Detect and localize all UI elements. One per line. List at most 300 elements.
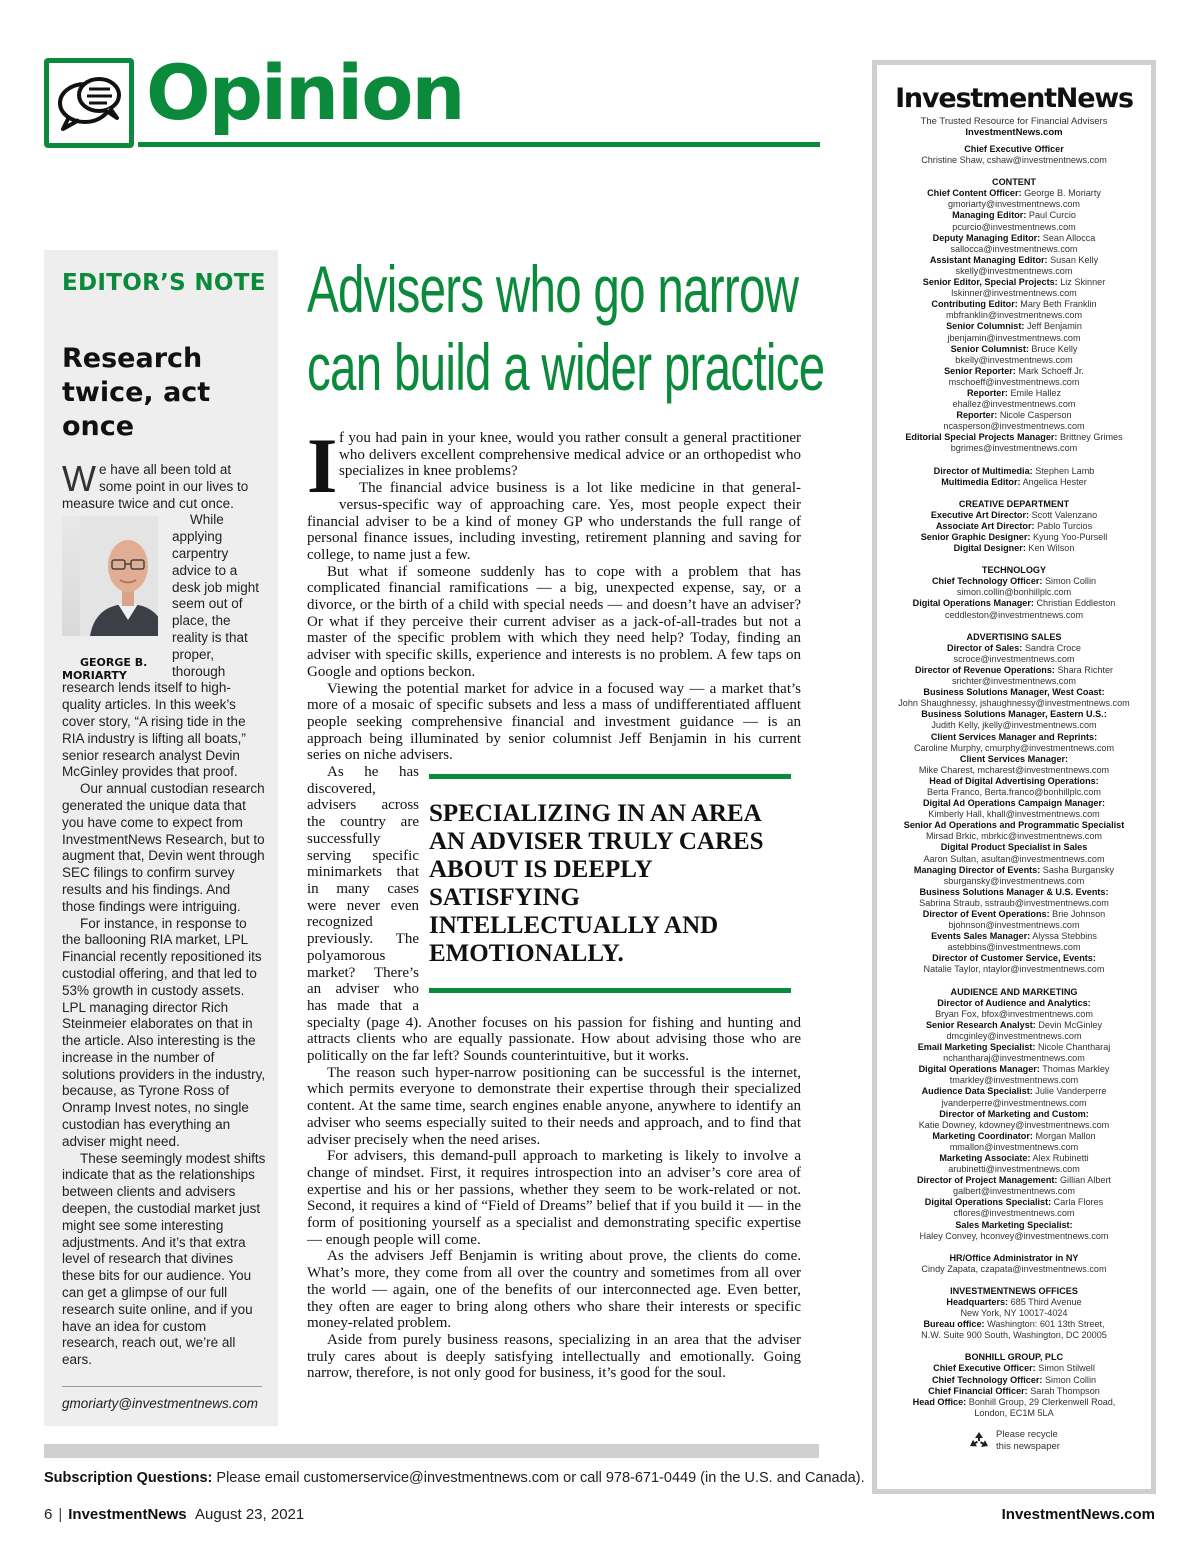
masthead-line xyxy=(877,244,1151,255)
masthead-role: Senior Graphic Designer: xyxy=(920,532,1031,542)
article-paragraph: The reason such hyper-narrow positioning can be successful is the internet, which permits everyone to demonstrate their expertise through their specialized content. At the same time, search engines enable anyone, anywhere to identify an adviser who seems especially suited to their needs and approach, and to find that adviser precisely when the need arises. xyxy=(307,1064,801,1148)
masthead-line xyxy=(877,909,1151,920)
masthead-line xyxy=(877,598,1151,609)
recycle-line: this newspaper xyxy=(996,1440,1060,1452)
masthead-role: Senior Ad Operations and Programmatic Specialist xyxy=(903,820,1125,831)
masthead-role: Director of Revenue Operations: xyxy=(914,664,1055,675)
masthead-line xyxy=(877,1363,1151,1374)
masthead-line xyxy=(877,931,1151,942)
masthead-line xyxy=(877,1053,1151,1064)
masthead-line xyxy=(877,654,1151,665)
masthead-name: Stephen Lamb xyxy=(1035,465,1095,476)
masthead-line xyxy=(877,887,1151,898)
masthead-section xyxy=(877,177,1151,454)
masthead-line xyxy=(877,787,1151,798)
subscription-notice xyxy=(44,1470,865,1486)
masthead-role: Senior Research Analyst: xyxy=(925,1019,1036,1030)
masthead-section-heading: HR/Office Administrator in NY xyxy=(949,1252,1079,1263)
masthead-line xyxy=(877,1131,1151,1142)
masthead-line xyxy=(877,333,1151,344)
masthead-staff-list xyxy=(877,144,1151,1419)
masthead-name: pcurcio@investmentnews.com xyxy=(952,221,1076,232)
masthead-name: Bruce Kelly xyxy=(1031,343,1078,354)
masthead-name: New York, NY 10017-4024 xyxy=(960,1308,1068,1319)
masthead-name: Sandra Croce xyxy=(1024,642,1081,653)
masthead-line xyxy=(877,754,1151,765)
masthead-logo: InvestmentNews xyxy=(895,83,1133,114)
masthead-name: bgrimes@investmentnews.com xyxy=(950,443,1078,454)
recycle-notice xyxy=(877,1429,1151,1453)
masthead-line xyxy=(877,720,1151,731)
masthead-name: Sabrina Straub, sstraub@investmentnews.com xyxy=(919,897,1109,908)
masthead-role: Editorial Special Projects Manager: xyxy=(905,432,1058,443)
header-rule xyxy=(138,142,820,147)
masthead-section-heading: CONTENT xyxy=(992,177,1036,188)
masthead-line xyxy=(877,709,1151,720)
masthead-role: Email Marketing Specialist: xyxy=(917,1042,1036,1053)
masthead-line xyxy=(877,665,1151,676)
masthead-name: N.W. Suite 900 South, Washington, DC 20005 xyxy=(921,1330,1107,1341)
author-photo-block xyxy=(62,516,166,683)
masthead-name: galbert@investmentnews.com xyxy=(953,1186,1075,1197)
masthead-line xyxy=(877,532,1151,543)
editors-note-paragraph: We have all been told at some point in our lives to measure twice and cut once. xyxy=(62,458,249,511)
masthead-section-heading: AUDIENCE AND MARKETING xyxy=(950,986,1078,997)
headline-line: can build a wider practice xyxy=(307,330,825,404)
masthead-line xyxy=(877,698,1151,709)
masthead-role: Reporter: xyxy=(966,387,1008,398)
masthead-role: Digital Product Specialist in Sales xyxy=(940,842,1088,853)
masthead-line xyxy=(877,1264,1151,1275)
masthead-line xyxy=(877,1231,1151,1242)
masthead-line xyxy=(877,188,1151,199)
masthead-line xyxy=(877,1375,1151,1386)
masthead-line xyxy=(877,1075,1151,1086)
masthead-line xyxy=(877,953,1151,964)
masthead-line xyxy=(877,576,1151,587)
masthead-line xyxy=(877,1098,1151,1109)
article-headline xyxy=(307,250,825,406)
masthead-section xyxy=(877,499,1151,554)
masthead-name: tmarkley@investmentnews.com xyxy=(949,1075,1079,1086)
editors-note-body xyxy=(62,458,266,1369)
masthead-line xyxy=(877,344,1151,355)
masthead-role: Chief Executive Officer xyxy=(964,144,1064,154)
masthead-name: ceddleston@investmentnews.com xyxy=(944,609,1084,620)
masthead-line xyxy=(877,266,1151,277)
masthead-line xyxy=(877,410,1151,421)
masthead-line xyxy=(877,477,1151,488)
masthead-line xyxy=(877,277,1151,288)
masthead-name: 685 Third Avenue xyxy=(1010,1297,1082,1307)
masthead-line xyxy=(877,543,1151,554)
masthead-role: Director of Project Management: xyxy=(916,1175,1058,1186)
masthead-line xyxy=(877,1031,1151,1042)
masthead-line xyxy=(877,1297,1151,1308)
masthead-name: Sean Allocca xyxy=(1042,232,1096,243)
editors-note-paragraph: Our annual custodian research generated the unique data that you have come to expect from InvestmentNews Research, but to augment that, Devin went through SEC filings to confirm survey results and his findings. And those findings were intriguing. xyxy=(62,781,265,914)
masthead-name: George B. Moriarty xyxy=(1024,188,1101,199)
masthead-name: Sarah Thompson xyxy=(1030,1385,1100,1396)
masthead-role: Senior Columnist: xyxy=(950,343,1029,354)
masthead-line xyxy=(877,399,1151,410)
masthead-line xyxy=(877,865,1151,876)
masthead-name: Mirsad Brkic, mbrkic@investmentnews.com xyxy=(926,831,1102,842)
masthead-role: Managing Director of Events: xyxy=(913,864,1041,875)
masthead-role: Chief Financial Officer: xyxy=(928,1385,1028,1396)
editors-note-divider xyxy=(62,1386,262,1387)
article-body xyxy=(307,422,801,1382)
pull-quote-bottom-rule xyxy=(429,988,791,993)
article-paragraph: If you had pain in your knee, would you rather consult a general practitioner who delivers excellent comprehensive medical advice or an orthopedist who specializes in knee problems? xyxy=(307,422,801,509)
article-paragraph: As the advisers Jeff Benjamin is writing about prove, the clients do come. What’s more, they come from all over the country and sometimes from all over the world — again, one of the benefits of our interconnected age. Even better, they often are eager to bring along others who share their interests or specific money-related problem. xyxy=(307,1248,801,1332)
masthead-line xyxy=(877,510,1151,521)
masthead-name: Paul Curcio xyxy=(1028,210,1076,221)
masthead-line xyxy=(877,920,1151,931)
masthead-name: lskinner@investmentnews.com xyxy=(951,288,1077,299)
masthead-name: Bryan Fox, bfox@investmentnews.com xyxy=(935,1008,1093,1019)
masthead-role: Digital Operations Manager: xyxy=(912,598,1034,609)
masthead-role: Senior Columnist: xyxy=(946,321,1025,332)
masthead-line xyxy=(877,1109,1151,1120)
masthead-line xyxy=(877,1142,1151,1153)
masthead-name: Mike Charest, mcharest@investmentnews.com xyxy=(918,764,1110,775)
masthead-line xyxy=(877,765,1151,776)
article-paragraph: Aside from purely business reasons, specializing in an area that the adviser truly cares about is deeply satisfying intellectually and emotionally. Going narrow, therefore, is not only good for business, it’s good for the soul. xyxy=(307,1331,801,1382)
article-paragraph: As he has discovered, advisers across the country are successfully serving specific minimarkets that in many cases were never even recognized previously. The polyamorous market? There’s an adviser who has made that a specialty (page 4). Another focuses on his passion for fishing and hunting and attracts clients who are equally passionate. How about advising those who are politically on the far left? Sounds counterintuitive, but it works. xyxy=(307,764,801,1065)
masthead-line xyxy=(877,1386,1151,1397)
masthead-section xyxy=(877,987,1151,1242)
editors-note-paragraph: GEORGE B. MORIARTY While applying carpentry advice to a desk job might seem out of place, the reality is that proper, thorough research lends itself to high-quality articles. In this week’s cover story, “A rising tide in the RIA industry is lifting all boats,” senior research analyst Devin McGinley provides that proof. xyxy=(62,512,260,780)
masthead-line xyxy=(877,820,1151,831)
masthead-line xyxy=(877,587,1151,598)
masthead-line xyxy=(877,466,1151,477)
masthead-name: Mark Schoeff Jr. xyxy=(1018,365,1084,376)
masthead-name: Haley Convey, hconvey@investmentnews.com xyxy=(919,1230,1109,1241)
masthead-name: Washington: 601 13th Street, xyxy=(987,1319,1105,1330)
masthead-section-heading: ADVERTISING SALES xyxy=(966,631,1062,642)
masthead-role: Director of Marketing and Custom: xyxy=(939,1108,1089,1119)
masthead-name: mmallon@investmentnews.com xyxy=(949,1141,1079,1152)
masthead-line xyxy=(877,210,1151,221)
editors-note-paragraph: These seemingly modest shifts indicate that as the relationships between clients and advisers deepen, the custodial market just might see some interesting adjustments. And it’s that extra level of research that divines these bits for our audience. You can get a glimpse of our full research suite online, and if you have an idea for custom research, reach out, we’re all ears. xyxy=(62,1150,266,1368)
article-paragraph: But what if someone suddenly has to cope with a problem that has complicated financial ramifications — a big, unexpected expense, say, or a divorce, or the birth of a child with special needs — and doesn’t have an adviser? Or what if they perceive their current adviser as a jack-of-all-trades but not a master of the specific problem with which they need help? Today, finding an adviser with specific skills, experience and interests is no problem. A few taps on Google and options beckon. xyxy=(307,563,801,680)
masthead-line xyxy=(877,1208,1151,1219)
masthead-name: Natalie Taylor, ntaylor@investmentnews.com xyxy=(923,964,1105,975)
masthead-role: Client Services Manager: xyxy=(959,753,1069,764)
masthead-line xyxy=(877,842,1151,853)
masthead-name: nchantharaj@investmentnews.com xyxy=(943,1053,1085,1064)
headline-line: Advisers who go narrow xyxy=(307,252,799,326)
masthead-name: jvanderperre@investmentnews.com xyxy=(941,1097,1087,1108)
masthead-role: Senior Reporter: xyxy=(944,365,1016,376)
masthead-line xyxy=(877,1175,1151,1186)
subscription-label: Subscription Questions: xyxy=(44,1470,213,1486)
masthead-name: Julie Vanderperre xyxy=(1035,1086,1107,1097)
masthead-name: Gillian Albert xyxy=(1059,1175,1112,1186)
masthead-role: Multimedia Editor: xyxy=(941,476,1021,487)
masthead-line xyxy=(877,898,1151,909)
masthead-section-heading: INVESTMENTNEWS OFFICES xyxy=(950,1285,1078,1296)
masthead-name: Katie Downey, kdowney@investmentnews.com xyxy=(918,1119,1110,1130)
editors-note-label: EDITOR’S NOTE xyxy=(62,270,266,296)
masthead-line xyxy=(877,798,1151,809)
masthead-name: Thomas Markley xyxy=(1042,1064,1110,1075)
masthead-section xyxy=(877,466,1151,488)
masthead-name: Simon Collin xyxy=(1044,1374,1097,1385)
editors-note-headline: Research twice, act once xyxy=(62,343,211,442)
masthead-name: Kimberly Hall, khall@investmentnews.com xyxy=(928,809,1100,820)
editors-note-sidebar xyxy=(44,250,278,1426)
masthead-name: Brie Johnson xyxy=(1052,909,1106,919)
masthead-line xyxy=(877,776,1151,787)
masthead-line xyxy=(877,610,1151,621)
masthead-name: skelly@investmentnews.com xyxy=(955,265,1073,276)
article-dropcap: I xyxy=(307,422,338,509)
masthead-role: Business Solutions Manager, West Coast: xyxy=(923,687,1105,698)
masthead-role: Contributing Editor: xyxy=(931,299,1018,310)
masthead-role: Deputy Managing Editor: xyxy=(932,232,1041,243)
masthead-line xyxy=(877,1009,1151,1020)
masthead-name: Judith Kelly, jkelly@investmentnews.com xyxy=(931,720,1097,731)
masthead-name: cflores@investmentnews.com xyxy=(953,1208,1075,1219)
masthead-role: Digital Ad Operations Campaign Manager: xyxy=(922,798,1106,809)
recycle-icon xyxy=(968,1430,990,1452)
masthead-line xyxy=(877,255,1151,266)
masthead-section xyxy=(877,565,1151,620)
pull-quote xyxy=(429,766,801,1006)
masthead-name: Emile Hallez xyxy=(1010,387,1061,398)
masthead-role: Assistant Managing Editor: xyxy=(929,254,1048,265)
masthead-section xyxy=(877,632,1151,976)
masthead-line xyxy=(877,1064,1151,1075)
masthead-line xyxy=(877,1086,1151,1097)
masthead-line xyxy=(877,1197,1151,1208)
masthead-name: Shara Richter xyxy=(1057,664,1114,675)
masthead-line xyxy=(877,809,1151,820)
masthead-role: Director of Customer Service, Events: xyxy=(932,953,1096,964)
masthead-name: sallocca@investmentnews.com xyxy=(950,243,1078,254)
masthead-name: Simon Collin xyxy=(1044,576,1097,587)
author-photo-caption: GEORGE B. MORIARTY xyxy=(62,656,148,683)
article-paragraph: The financial advice business is a lot like medicine in that general-versus-specific way of approaching care. Yes, most people expect their financial adviser to be a kind of money GP who understands the full range of personal finance issues, including investing, retirement planning and saving for college, to name just a few. xyxy=(307,480,801,563)
article-paragraph: Viewing the potential market for advice in a focused way — a market that’s more of a mosaic of specific subsets and less a mass of undifferentiated affluent people seeking comprehensive financial and investment guidance — is an approach being illuminated by senior columnist Jeff Benjamin in his current series on niche advisers. xyxy=(307,680,801,764)
masthead-role: Managing Editor: xyxy=(952,210,1027,221)
masthead-tagline: The Trusted Resource for Financial Advisers xyxy=(920,116,1108,127)
masthead-role: Digital Designer: xyxy=(953,543,1026,554)
masthead-line xyxy=(877,964,1151,975)
masthead-name: Scott Valenzano xyxy=(1031,509,1098,520)
masthead-name: Alyssa Stebbins xyxy=(1032,931,1097,942)
masthead-line xyxy=(877,233,1151,244)
masthead-section xyxy=(877,1253,1151,1275)
masthead-role: Director of Multimedia: xyxy=(933,465,1033,476)
masthead xyxy=(872,60,1156,1494)
masthead-name: Simon Stilwell xyxy=(1038,1363,1095,1374)
masthead-line xyxy=(877,942,1151,953)
masthead-name: John Shaughnessy, jshaughnessy@investmentnews.com xyxy=(898,698,1130,709)
article-paragraph: For advisers, this demand-pull approach to marketing is likely to involve a change of mindset. First, it requires introspection into an adviser’s core area of expertise and his or her passions, whether they seem to be work-related or not. Second, it requires a kind of “Field of Dreams” belief that if you build it — in the form of positioning yourself as a specialist and demonstrating specific expertise — enough people will come. xyxy=(307,1148,801,1248)
masthead-line xyxy=(877,155,1151,166)
masthead-role: Director of Audience and Analytics: xyxy=(937,997,1091,1008)
masthead-line xyxy=(877,388,1151,399)
masthead-line xyxy=(877,355,1151,366)
masthead-name: Devin McGinley xyxy=(1038,1019,1103,1030)
masthead-name: gmoriarty@investmentnews.com xyxy=(947,199,1081,210)
masthead-line xyxy=(877,421,1151,432)
masthead-line xyxy=(877,321,1151,332)
masthead-line xyxy=(877,854,1151,865)
subscription-text: Please email customerservice@investmentnews.com or call 978-671-0449 (in the U.S. and Canada). xyxy=(216,1470,865,1486)
pull-quote-text: SPECIALIZING IN AN AREA AN ADVISER TRULY CARES ABOUT IS DEEPLY SATISFYING INTELLECTUALLY AND EMOTIONALLY. xyxy=(429,800,764,968)
masthead-role: Events Sales Manager: xyxy=(931,931,1031,942)
masthead-name: Nicole Casperson xyxy=(999,410,1072,421)
masthead-name: Angelica Hester xyxy=(1022,476,1087,487)
masthead-role: Digital Operations Manager: xyxy=(918,1064,1040,1075)
masthead-line xyxy=(877,144,1151,155)
masthead-line xyxy=(877,1408,1151,1419)
masthead-name: mbfranklin@investmentnews.com xyxy=(945,310,1083,321)
masthead-name: Jeff Benjamin xyxy=(1026,321,1082,332)
masthead-section xyxy=(877,144,1151,166)
masthead-line xyxy=(877,743,1151,754)
masthead-name: ehallez@investmentnews.com xyxy=(952,399,1076,410)
masthead-name: Pablo Turcios xyxy=(1037,520,1093,531)
masthead-line xyxy=(877,521,1151,532)
masthead-line xyxy=(877,643,1151,654)
page-number: 6 xyxy=(44,1506,53,1523)
masthead-role: Chief Technology Officer: xyxy=(931,1374,1043,1385)
masthead-line xyxy=(877,288,1151,299)
masthead-line xyxy=(877,1020,1151,1031)
masthead-line xyxy=(877,998,1151,1009)
editors-note-dropcap: W xyxy=(62,458,96,499)
masthead-name: Alex Rubinetti xyxy=(1032,1152,1089,1163)
masthead-name: bjohnson@investmentnews.com xyxy=(948,920,1080,931)
recycle-line: Please recycle xyxy=(996,1428,1058,1440)
masthead-name: Ken Wilson xyxy=(1028,543,1075,554)
masthead-role: Associate Art Director: xyxy=(935,520,1035,531)
masthead-role: Reporter: xyxy=(956,410,998,421)
masthead-name: Sasha Burgansky xyxy=(1042,864,1115,875)
masthead-name: Cindy Zapata, czapata@investmentnews.com xyxy=(921,1263,1107,1274)
site-url: InvestmentNews.com xyxy=(1001,1506,1155,1523)
masthead-name: dmcginley@investmentnews.com xyxy=(946,1030,1082,1041)
masthead-name: Christine Shaw, cshaw@investmentnews.com xyxy=(921,155,1107,166)
masthead-line xyxy=(877,1186,1151,1197)
masthead-role: Director of Sales: xyxy=(947,642,1023,653)
masthead-role: Business Solutions Manager, Eastern U.S.: xyxy=(921,709,1107,720)
masthead-section xyxy=(877,1286,1151,1341)
masthead-line xyxy=(877,1153,1151,1164)
masthead-line xyxy=(877,676,1151,687)
editors-note-email: gmoriarty@investmentnews.com xyxy=(62,1396,259,1411)
masthead-role: Senior Editor, Special Projects: xyxy=(922,277,1058,288)
masthead-name: sburgansky@investmentnews.com xyxy=(943,875,1085,886)
masthead-line xyxy=(877,1164,1151,1175)
masthead-name: astebbins@investmentnews.com xyxy=(947,942,1081,953)
masthead-section-heading: TECHNOLOGY xyxy=(981,565,1047,576)
masthead-line xyxy=(877,687,1151,698)
masthead-name: Aaron Sultan, asultan@investmentnews.com xyxy=(923,853,1105,864)
masthead-name: simon.collin@bonhillplc.com xyxy=(956,587,1072,598)
masthead-role: Chief Technology Officer: xyxy=(931,576,1043,587)
masthead-line xyxy=(877,377,1151,388)
masthead-section-heading: CREATIVE DEPARTMENT xyxy=(958,498,1070,509)
masthead-line xyxy=(877,1120,1151,1131)
masthead-line xyxy=(877,366,1151,377)
masthead-role: Digital Operations Specialist: xyxy=(924,1197,1052,1208)
masthead-line xyxy=(877,732,1151,743)
masthead-role: Client Services Manager and Reprints: xyxy=(930,731,1098,742)
masthead-name: Nicole Chantharaj xyxy=(1038,1042,1111,1053)
masthead-name: mschoeff@investmentnews.com xyxy=(948,376,1080,387)
masthead-name: Susan Kelly xyxy=(1050,254,1099,265)
masthead-name: Morgan Mallon xyxy=(1035,1130,1096,1141)
masthead-name: Kyung Yoo-Pursell xyxy=(1032,532,1108,542)
masthead-role: Headquarters: xyxy=(946,1297,1009,1307)
masthead-line xyxy=(877,310,1151,321)
masthead-line xyxy=(877,222,1151,233)
section-header xyxy=(44,48,820,148)
masthead-line xyxy=(877,1319,1151,1330)
masthead-role: Chief Executive Officer: xyxy=(933,1363,1036,1374)
masthead-line xyxy=(877,876,1151,887)
masthead-name: Mary Beth Franklin xyxy=(1020,299,1097,310)
masthead-name: jbenjamin@investmentnews.com xyxy=(947,332,1081,343)
masthead-role: Director of Event Operations: xyxy=(922,909,1050,919)
masthead-role: Chief Content Officer: xyxy=(927,188,1022,199)
editors-note-paragraph: For instance, in response to the ballooning RIA market, LPL Financial recently repositioned its custodial offering, and that led to 53% growth in custody assets. LPL managing director Rich Steinmeier elaborates on that in the article. Also interesting is the increase in the number of solutions providers in the industry, because, as Tyrone Ross of Onramp Invest notes, no single custodian has everything an adviser might need. xyxy=(62,915,266,1149)
masthead-role: Marketing Associate: xyxy=(939,1152,1031,1163)
masthead-role: Business Solutions Manager & U.S. Events: xyxy=(919,886,1109,897)
masthead-name: ncasperson@investmentnews.com xyxy=(943,421,1085,432)
masthead-url: InvestmentNews.com xyxy=(965,127,1063,138)
masthead-role: Sales Marketing Specialist: xyxy=(955,1219,1073,1230)
masthead-role: Audience Data Specialist: xyxy=(921,1086,1033,1097)
masthead-name: arubinetti@investmentnews.com xyxy=(948,1164,1080,1175)
masthead-line xyxy=(877,1042,1151,1053)
masthead-line xyxy=(877,1220,1151,1231)
masthead-section xyxy=(877,1352,1151,1419)
masthead-line xyxy=(877,1308,1151,1319)
publication-name: InvestmentNews xyxy=(68,1506,187,1523)
masthead-name: Christian Eddleston xyxy=(1036,598,1116,609)
masthead-name: Caroline Murphy, cmurphy@investmentnews.com xyxy=(913,742,1115,753)
masthead-section-heading: BONHILL GROUP, PLC xyxy=(964,1352,1064,1363)
folio: 6 | InvestmentNews August 23, 2021 xyxy=(44,1506,305,1523)
masthead-name: srichter@investmentnews.com xyxy=(952,676,1076,687)
masthead-name: Bonhill Group, 29 Clerkenwell Road, xyxy=(968,1396,1116,1407)
masthead-name: Liz Skinner xyxy=(1060,277,1106,288)
masthead-name: Brittney Grimes xyxy=(1059,432,1123,443)
masthead-line xyxy=(877,443,1151,454)
masthead-line xyxy=(877,199,1151,210)
masthead-line xyxy=(877,432,1151,443)
masthead-line xyxy=(877,299,1151,310)
masthead-name: Carla Flores xyxy=(1053,1197,1104,1208)
pull-quote-top-rule xyxy=(429,774,791,779)
masthead-line xyxy=(877,1330,1151,1341)
author-photo xyxy=(62,516,158,636)
masthead-name: London, EC1M 5LA xyxy=(974,1407,1054,1418)
masthead-name: Berta Franco, Berta.franco@bonhillplc.com xyxy=(926,786,1101,797)
masthead-line xyxy=(877,1397,1151,1408)
masthead-role: Marketing Coordinator: xyxy=(932,1130,1033,1141)
speech-bubbles-icon xyxy=(44,58,134,148)
masthead-role: Executive Art Director: xyxy=(930,509,1030,520)
issue-date: August 23, 2021 xyxy=(194,1506,305,1523)
